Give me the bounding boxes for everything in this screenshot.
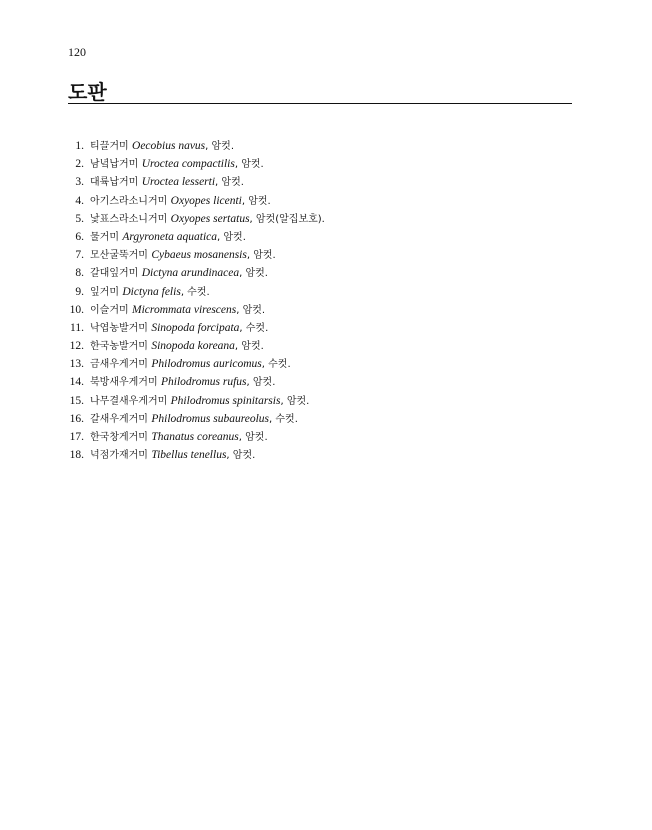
plate-number: 10. bbox=[69, 303, 84, 316]
list-item bbox=[62, 192, 325, 210]
scientific-name: Dictyna arundinacea bbox=[141, 267, 240, 280]
list-item bbox=[62, 246, 325, 264]
specimen-sex: , 암컷. bbox=[239, 268, 268, 280]
scientific-name: Oxyopes licenti bbox=[170, 194, 242, 207]
page-title: 도판 bbox=[68, 80, 107, 104]
scientific-name: Sinopoda koreana bbox=[151, 340, 235, 353]
specimen-sex: , 수컷. bbox=[269, 413, 298, 425]
korean-name: 낙엽농발거미 bbox=[90, 322, 148, 334]
specimen-sex: , 암컷. bbox=[238, 432, 268, 443]
specimen-sex: , 수컷. bbox=[180, 286, 210, 298]
specimen-sex: , 암컷. bbox=[234, 341, 264, 353]
specimen-sex: , 수컷. bbox=[261, 359, 291, 371]
scientific-name: Philodromus auricomus bbox=[151, 358, 262, 371]
plate-number: 4. bbox=[75, 194, 84, 207]
scientific-name: Oecobius navus bbox=[132, 140, 206, 152]
title-rule bbox=[68, 103, 572, 104]
scientific-name: Oxyopes sertatus bbox=[170, 212, 250, 225]
specimen-sex: , 암컷. bbox=[226, 450, 256, 462]
scientific-name: Argyroneta aquatica bbox=[122, 230, 218, 243]
plate-number: 1. bbox=[75, 140, 84, 152]
korean-name: 넉점가재거미 bbox=[90, 450, 148, 462]
plate-number: 14. bbox=[69, 376, 84, 389]
specimen-sex: , 암컷. bbox=[280, 395, 310, 407]
specimen-sex: , 암컷. bbox=[246, 250, 276, 262]
plate-number: 2. bbox=[75, 158, 84, 171]
korean-name: 모산굴뚝거미 bbox=[90, 250, 148, 262]
scientific-name: Philodromus subaureolus bbox=[151, 412, 270, 425]
korean-name: 한국창게거미 bbox=[90, 432, 148, 443]
korean-name: 티끌거미 bbox=[90, 141, 129, 152]
korean-name: 나무결새우게거미 bbox=[90, 395, 168, 407]
list-item bbox=[62, 410, 325, 428]
list-item bbox=[62, 446, 325, 464]
korean-name: 잎거미 bbox=[90, 286, 119, 298]
scientific-name: Tibellus tenellus bbox=[151, 449, 227, 462]
list-item bbox=[62, 428, 325, 446]
specimen-sex: , 암컷. bbox=[217, 231, 246, 243]
korean-name: 아기스라소니거미 bbox=[90, 195, 168, 207]
list-item bbox=[62, 337, 325, 355]
korean-name: 이슬거미 bbox=[90, 304, 129, 316]
list-item bbox=[62, 155, 325, 173]
specimen-sex: , 암컷. bbox=[205, 141, 235, 152]
specimen-sex: , 암컷(알집보호). bbox=[249, 213, 325, 225]
plate-number: 18. bbox=[69, 449, 84, 462]
plate-list bbox=[62, 137, 325, 464]
list-item bbox=[62, 173, 325, 191]
specimen-sex: , 암컷. bbox=[246, 377, 276, 389]
list-item bbox=[62, 210, 325, 228]
specimen-sex: , 수컷. bbox=[239, 322, 269, 334]
plate-number: 9. bbox=[75, 285, 84, 298]
plate-number: 6. bbox=[75, 230, 84, 243]
list-item bbox=[62, 228, 325, 246]
specimen-sex: , 암컷. bbox=[241, 195, 271, 207]
plate-number: 5. bbox=[75, 212, 84, 225]
scientific-name: Uroctea lesserti bbox=[141, 176, 216, 189]
list-item bbox=[62, 264, 325, 282]
list-item bbox=[62, 137, 325, 155]
scientific-name: Cybaeus mosanensis bbox=[151, 249, 247, 262]
korean-name: 한국농발거미 bbox=[90, 341, 148, 353]
scientific-name: Dictyna felis bbox=[122, 285, 181, 298]
scientific-name: Sinopoda forcipata bbox=[151, 321, 240, 334]
korean-name: 갈대잎거미 bbox=[90, 268, 139, 280]
plate-number: 17. bbox=[69, 431, 84, 443]
list-item bbox=[62, 319, 325, 337]
list-item bbox=[62, 373, 325, 391]
specimen-sex: , 암컷. bbox=[215, 177, 244, 189]
page-number: 120 bbox=[68, 45, 86, 59]
plate-number: 8. bbox=[75, 267, 84, 280]
korean-name: 금새우게거미 bbox=[90, 359, 148, 371]
plate-number: 3. bbox=[75, 176, 84, 189]
korean-name: 갈새우게거미 bbox=[90, 413, 148, 425]
list-item bbox=[62, 301, 325, 319]
specimen-sex: , 암컷. bbox=[236, 304, 266, 316]
scientific-name: Thanatus coreanus bbox=[151, 431, 239, 443]
plate-number: 12. bbox=[69, 340, 84, 353]
plate-number: 13. bbox=[69, 358, 84, 371]
scientific-name: Philodromus rufus bbox=[161, 376, 247, 389]
specimen-sex: , 암컷. bbox=[234, 159, 264, 171]
list-item bbox=[62, 355, 325, 373]
plate-number: 11. bbox=[70, 321, 84, 334]
korean-name: 낯표스라소니거미 bbox=[90, 213, 168, 225]
plate-number: 16. bbox=[69, 412, 84, 425]
list-item bbox=[62, 392, 325, 410]
plate-number: 7. bbox=[75, 249, 84, 262]
scientific-name: Micrommata virescens bbox=[132, 303, 237, 316]
list-item bbox=[62, 283, 325, 301]
plate-number: 15. bbox=[69, 394, 84, 407]
korean-name: 대륙납거미 bbox=[90, 177, 139, 189]
scientific-name: Philodromus spinitarsis bbox=[170, 394, 281, 407]
korean-name: 북방새우게거미 bbox=[90, 377, 158, 389]
korean-name: 남녘납거미 bbox=[90, 159, 139, 171]
korean-name: 물거미 bbox=[90, 231, 119, 243]
scientific-name: Uroctea compactilis bbox=[141, 158, 235, 171]
